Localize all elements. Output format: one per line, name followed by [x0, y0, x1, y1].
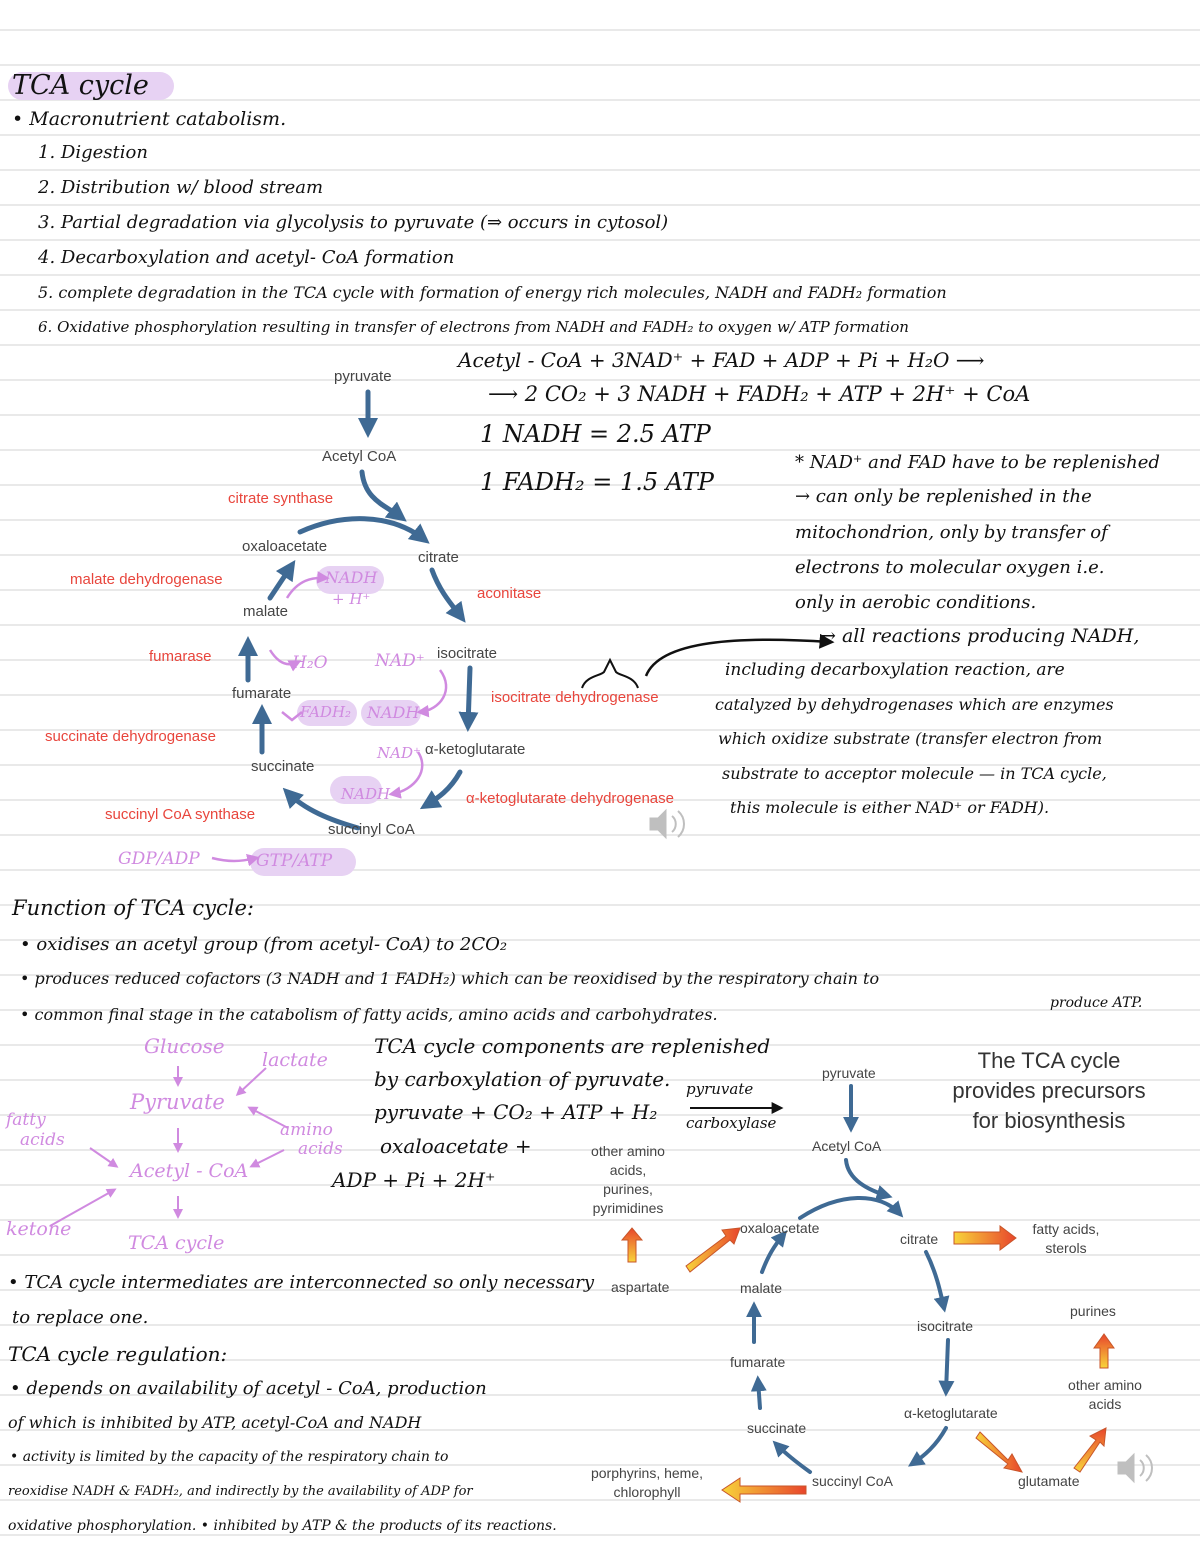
product-other-amino-acids-right [1056, 1376, 1154, 1414]
product-fatty-acids-sterols [1018, 1220, 1114, 1258]
metabolite-succinate: succinate [251, 758, 315, 775]
function-bullet: • oxidises an acetyl group (from acetyl- CoA) to 2CO₂ [20, 934, 508, 955]
metabolite-oxaloacetate: oxaloacetate [242, 538, 328, 555]
nadh-annotation: NADH [325, 568, 378, 587]
precursor-diagram-title-line: for biosynthesis [972, 1108, 1126, 1133]
metabolite-alpha-ketoglutarate: α-ketoglutarate [904, 1405, 998, 1421]
metabolite-succinyl-coa: succinyl CoA [328, 821, 415, 838]
product-text: acids, [609, 1162, 647, 1178]
page-title: TCA cycle [12, 70, 149, 101]
input-lactate: lactate [262, 1049, 328, 1071]
product-text: chlorophyll [613, 1484, 681, 1500]
pyruvate-carboxylase-label: carboxylase [686, 1114, 777, 1132]
metabolite-succinate: succinate [747, 1420, 807, 1436]
replenish-note-line: only in aerobic conditions. [795, 592, 1037, 613]
product-text: pyrimidines [592, 1200, 664, 1216]
product-purines: purines [1070, 1303, 1116, 1319]
catabolism-step: 3. Partial degradation via glycolysis to pyruvate (⇒ occurs in cytosol) [38, 212, 669, 233]
metabolite-citrate: citrate [418, 549, 459, 566]
intermediates-note: to replace one. [12, 1307, 149, 1328]
dehydrogenase-note-line: → all reactions producing NADH, [820, 625, 1140, 647]
regulation-line: • activity is limited by the capacity of the respiratory chain to [10, 1449, 449, 1465]
input-fatty-acids: acids [20, 1130, 65, 1150]
replenish-equation: oxaloacetate + [380, 1134, 532, 1158]
product-text: purines, [603, 1181, 653, 1197]
intermediates-note: • TCA cycle intermediates are interconnected so only necessary [8, 1272, 595, 1293]
speaker-icon [1118, 1454, 1152, 1482]
metabolite-acetyl-coa: Acetyl CoA [322, 448, 397, 465]
catabolism-heading: • Macronutrient catabolism. [12, 108, 287, 130]
product-other-amino-acids [578, 1142, 678, 1218]
input-fatty: fatty [6, 1110, 46, 1130]
metabolite-isocitrate: isocitrate [917, 1318, 974, 1334]
product-text: fatty acids, [1032, 1221, 1100, 1237]
metabolite-malate: malate [243, 603, 289, 620]
enzyme-succinyl-coa-synthase: succinyl CoA synthase [105, 806, 256, 823]
catabolism-step: 5. complete degradation in the TCA cycle with formation of energy rich molecules, NADH and FADH₂ formation [38, 283, 947, 302]
nad-annotation: NAD⁺ [375, 651, 425, 671]
enzyme-alpha-ketoglutarate-dehydrogenase: α-ketoglutarate dehydrogenase [466, 790, 674, 807]
replenish-equation: pyruvate + CO₂ + ATP + H₂ [374, 1100, 658, 1124]
catabolism-step: 2. Distribution w/ blood stream [38, 177, 324, 198]
function-bullet: • produces reduced cofactors (3 NADH and 1 FADH₂) which can be reoxidised by the respiratory chain to [20, 969, 880, 988]
nadh-atp-yield: 1 NADH = 2.5 ATP [480, 420, 711, 448]
regulation-line: • depends on availability of acetyl - CoA, production [10, 1378, 487, 1399]
metabolite-pyruvate: pyruvate [822, 1065, 876, 1081]
dehydrogenase-note-line: catalyzed by dehydrogenases which are enzymes [715, 695, 1114, 714]
function-bullet-continued: produce ATP. [1050, 995, 1143, 1011]
equation-line-1: Acetyl - CoA + 3NAD⁺ + FAD + ADP + Pi + H₂O ⟶ [458, 348, 985, 372]
dehydrogenase-note-line: including decarboxylation reaction, are [725, 660, 1065, 680]
precursor-diagram-title-line: provides precursors [952, 1078, 1146, 1103]
product-porphyrins [582, 1464, 712, 1502]
metabolite-oxaloacetate: oxaloacetate [740, 1220, 820, 1236]
metabolite-acetyl-coa: Acetyl CoA [812, 1138, 882, 1154]
replenish-note-line: * NAD⁺ and FAD have to be replenished [795, 452, 1160, 473]
enzyme-succinate-dehydrogenase: succinate dehydrogenase [45, 728, 216, 745]
replenish-equation: ADP + Pi + 2H⁺ [332, 1168, 496, 1192]
enzyme-isocitrate-dehydrogenase: isocitrate dehydrogenase [491, 689, 659, 706]
metabolite-pyruvate: pyruvate [334, 368, 392, 385]
fadh2-atp-yield: 1 FADH₂ = 1.5 ATP [480, 468, 714, 496]
catabolism-step: 1. Digestion [38, 142, 148, 163]
gdp-annotation: GDP/ADP [118, 849, 200, 869]
input-tca-cycle: TCA cycle [128, 1232, 225, 1254]
metabolite-isocitrate: isocitrate [437, 645, 498, 662]
enzyme-citrate-synthase: citrate synthase [228, 490, 334, 507]
replenish-note-line: → can only be replenished in the [795, 486, 1092, 507]
replenish-text: TCA cycle components are replenished [374, 1034, 771, 1058]
catabolism-step: 6. Oxidative phosphorylation resulting in transfer of electrons from NADH and FADH₂ to oxygen w/ ATP formation [38, 318, 909, 336]
pyruvate-carboxylase-label: pyruvate [686, 1080, 754, 1098]
dehydrogenase-note-line: this molecule is either NAD⁺ or FADH). [730, 798, 1050, 817]
replenish-text: by carboxylation of pyruvate. [374, 1067, 671, 1091]
nadh-annotation: NADH [341, 785, 391, 803]
enzyme-fumarase: fumarase [149, 648, 212, 665]
metabolite-citrate: citrate [900, 1231, 939, 1247]
replenish-note-line: mitochondrion, only by transfer of [795, 522, 1108, 543]
metabolite-malate: malate [740, 1280, 783, 1296]
enzyme-malate-dehydrogenase: malate dehydrogenase [70, 571, 223, 588]
product-text: other amino [591, 1143, 665, 1159]
product-aspartate: aspartate [611, 1279, 670, 1295]
product-text: porphyrins, heme, [590, 1465, 704, 1481]
precursor-diagram-title [940, 1046, 1158, 1136]
nadh-annotation: NADH [367, 703, 420, 722]
function-bullet: • common final stage in the catabolism of fatty acids, amino acids and carbohydrates. [20, 1005, 718, 1024]
regulation-heading: TCA cycle regulation: [8, 1342, 228, 1366]
product-glutamate: glutamate [1018, 1473, 1080, 1489]
metabolite-succinyl-coa: succinyl CoA [812, 1473, 893, 1489]
enzyme-aconitase: aconitase [477, 585, 542, 602]
water-annotation: H₂O [292, 653, 328, 673]
product-text: acids [1088, 1396, 1122, 1412]
input-amino: amino [280, 1120, 333, 1140]
metabolite-alpha-ketoglutarate: α-ketoglutarate [425, 741, 526, 758]
precursor-diagram-title-line: The TCA cycle [977, 1048, 1121, 1073]
metabolite-fumarate: fumarate [232, 685, 292, 702]
equation-line-2: ⟶ 2 CO₂ + 3 NADH + FADH₂ + ATP + 2H⁺ + CoA [488, 382, 1031, 406]
product-text: other amino [1068, 1377, 1142, 1393]
regulation-line: reoxidise NADH & FADH₂, and indirectly by the availability of ADP for [8, 1484, 473, 1499]
product-text: sterols [1045, 1240, 1087, 1256]
gtp-annotation: GTP/ATP [256, 851, 333, 871]
dehydrogenase-note-line: substrate to acceptor molecule — in TCA cycle, [722, 764, 1107, 783]
precursor-arrows [622, 1226, 1114, 1502]
input-pyruvate: Pyruvate [130, 1090, 225, 1114]
regulation-line: of which is inhibited by ATP, acetyl-CoA and NADH [8, 1413, 422, 1432]
metabolite-fumarate: fumarate [730, 1354, 786, 1370]
regulation-line: oxidative phosphorylation. • inhibited by ATP & the products of its reactions. [8, 1518, 557, 1534]
replenish-note-line: electrons to molecular oxygen i.e. [795, 557, 1105, 578]
input-ketone: ketone [6, 1218, 72, 1240]
function-heading: Function of TCA cycle: [12, 896, 254, 920]
nad-annotation: NAD⁺ [377, 744, 421, 762]
input-glucose: Glucose [144, 1034, 225, 1058]
catabolism-step: 4. Decarboxylation and acetyl- CoA formation [38, 247, 455, 268]
speaker-icon [650, 810, 684, 838]
input-acetyl-coa: Acetyl - CoA [130, 1160, 249, 1182]
proton-annotation: + H⁺ [332, 590, 371, 608]
input-amino-acids: acids [298, 1139, 343, 1159]
fadh2-annotation: FADH₂ [300, 703, 352, 721]
dehydrogenase-note-line: which oxidize substrate (transfer electron from [718, 729, 1103, 748]
